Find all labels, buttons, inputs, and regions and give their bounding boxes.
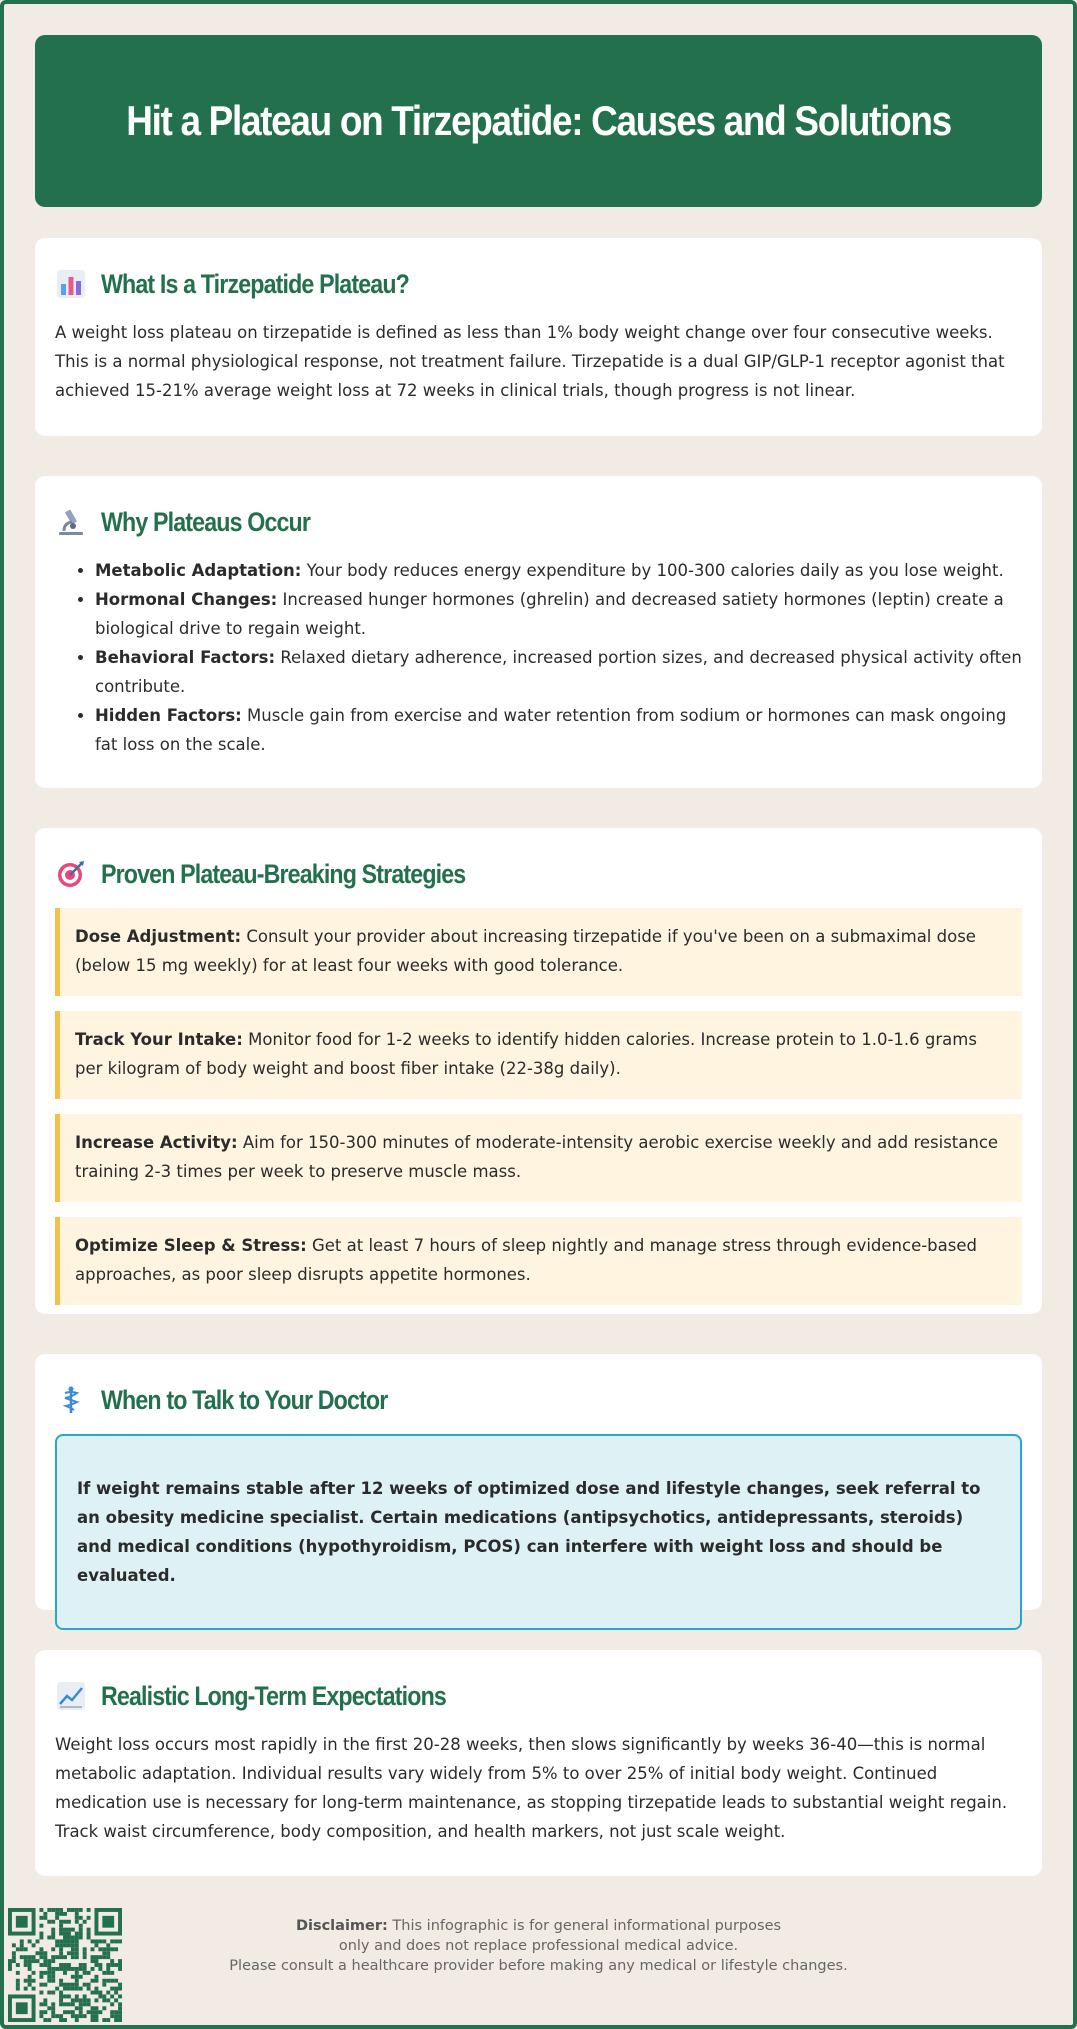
section-header — [55, 854, 1022, 894]
strategy-item-dose — [55, 908, 1022, 996]
list-item — [95, 585, 1022, 643]
section-expectations — [35, 1650, 1042, 1876]
disclaimer — [200, 1916, 877, 1976]
section-why-plateaus — [35, 476, 1042, 788]
strategy-text: Aim for 150-300 minutes of moderate-intensity aerobic exercise weekly and add resistance training 2-3 times per week to preserve muscle mass. — [75, 1133, 999, 1181]
strategy-label: Dose Adjustment: — [75, 927, 242, 946]
disclaimer-label: Disclaimer: — [295, 1918, 388, 1934]
strategy-text: Monitor food for 1-2 weeks to identify hidden calories. Increase protein to 1.0-1.6 grams per kilogram of body weight and boost fiber intake (22-38g daily). — [75, 1030, 977, 1078]
section-heading: What Is a Tirzepatide Plateau? — [101, 268, 409, 299]
list-item — [95, 701, 1022, 759]
disclaimer-text: This infographic is for general informational purposes — [387, 1918, 782, 1934]
doctor-callout: If weight remains stable after 12 weeks of optimized dose and lifestyle changes, seek referral to an obesity medicine specialist. Certain medications (antipsychotics, antidepressants, steroids) and medical conditions (hypothyroidism, PCOS) can interfere with weight loss and should be evaluated. — [55, 1434, 1022, 1630]
section-heading: Proven Plateau-Breaking Strategies — [101, 858, 466, 889]
strategy-label: Optimize Sleep & Stress: — [75, 1236, 307, 1255]
strategy-item-sleep — [55, 1217, 1022, 1305]
strategy-item-activity — [55, 1114, 1022, 1202]
strategy-text: Consult your provider about increasing tirzepatide if you've been on a submaximal dose (below 15 mg weekly) for at least four weeks with good tolerance. — [75, 927, 976, 975]
qr-code-icon[interactable] — [8, 1908, 122, 2022]
strategy-text: Get at least 7 hours of sleep nightly and manage stress through evidence-based approaches, as poor sleep disrupts appetite hormones. — [75, 1236, 977, 1284]
section-talk-to-doctor — [35, 1354, 1042, 1610]
caduceus-icon — [55, 1384, 87, 1416]
list-item-text: Muscle gain from exercise and water retention from sodium or hormones can mask ongoing fat loss on the scale. — [95, 706, 1007, 754]
list-item-label: Hormonal Changes: — [95, 590, 278, 609]
strategy-label: Track Your Intake: — [75, 1030, 243, 1049]
trend-chart-icon — [55, 1680, 87, 1712]
section-header — [55, 502, 1022, 542]
microscope-icon — [55, 506, 87, 538]
list-item-label: Metabolic Adaptation: — [95, 561, 302, 580]
list-item-text: Relaxed dietary adherence, increased portion sizes, and decreased physical activity often contribute. — [95, 648, 1022, 696]
disclaimer-line-2: only and does not replace professional medical advice. — [338, 1938, 739, 1954]
section-text: Weight loss occurs most rapidly in the first 20-28 weeks, then slows significantly by weeks 36-40—this is normal metabolic adaptation. Individual results vary widely from 5% to over 25% of initial body weight. Continued medication use is necessary for long-term maintenance, as stopping tirzepatide leads to substantial weight regain. Track waist circumference, body composition, and health markers, not just scale weight. — [55, 1735, 1008, 1841]
disclaimer-line-1 — [200, 1916, 877, 1936]
page-header — [35, 35, 1042, 207]
section-header — [55, 1380, 1022, 1420]
list-item-label: Hidden Factors: — [95, 706, 242, 725]
list-item-text: Your body reduces energy expenditure by 100-300 calories daily as you lose weight. — [301, 561, 1004, 580]
list-item — [95, 643, 1022, 701]
section-header — [55, 1676, 1022, 1716]
strategy-item-intake — [55, 1011, 1022, 1099]
section-heading: Why Plateaus Occur — [101, 506, 311, 537]
strategy-label: Increase Activity: — [75, 1133, 238, 1152]
list-item-label: Behavioral Factors: — [95, 648, 276, 667]
list-item — [95, 556, 1022, 585]
section-heading: Realistic Long-Term Expectations — [101, 1680, 446, 1711]
page-title: Hit a Plateau on Tirzepatide: Causes and Solutions — [126, 97, 951, 144]
target-icon — [55, 858, 87, 890]
list-item-text: Increased hunger hormones (ghrelin) and decreased satiety hormones (leptin) create a biological drive to regain weight. — [95, 590, 1004, 638]
section-header — [55, 264, 1022, 304]
section-what-is-plateau — [35, 238, 1042, 436]
plateau-causes-list — [95, 556, 1022, 759]
section-text: A weight loss plateau on tirzepatide is defined as less than 1% body weight change over four consecutive weeks. This is a normal physiological response, not treatment failure. Tirzepatide is a dual GIP/GLP-1 receptor agonist that achieved 15-21% average weight loss at 72 weeks in clinical trials, though progress is not linear. — [55, 323, 1005, 400]
section-heading: When to Talk to Your Doctor — [101, 1384, 388, 1415]
disclaimer-line-3: Please consult a healthcare provider before making any medical or lifestyle changes. — [229, 1958, 848, 1974]
bar-chart-icon — [55, 268, 87, 300]
section-strategies — [35, 828, 1042, 1314]
